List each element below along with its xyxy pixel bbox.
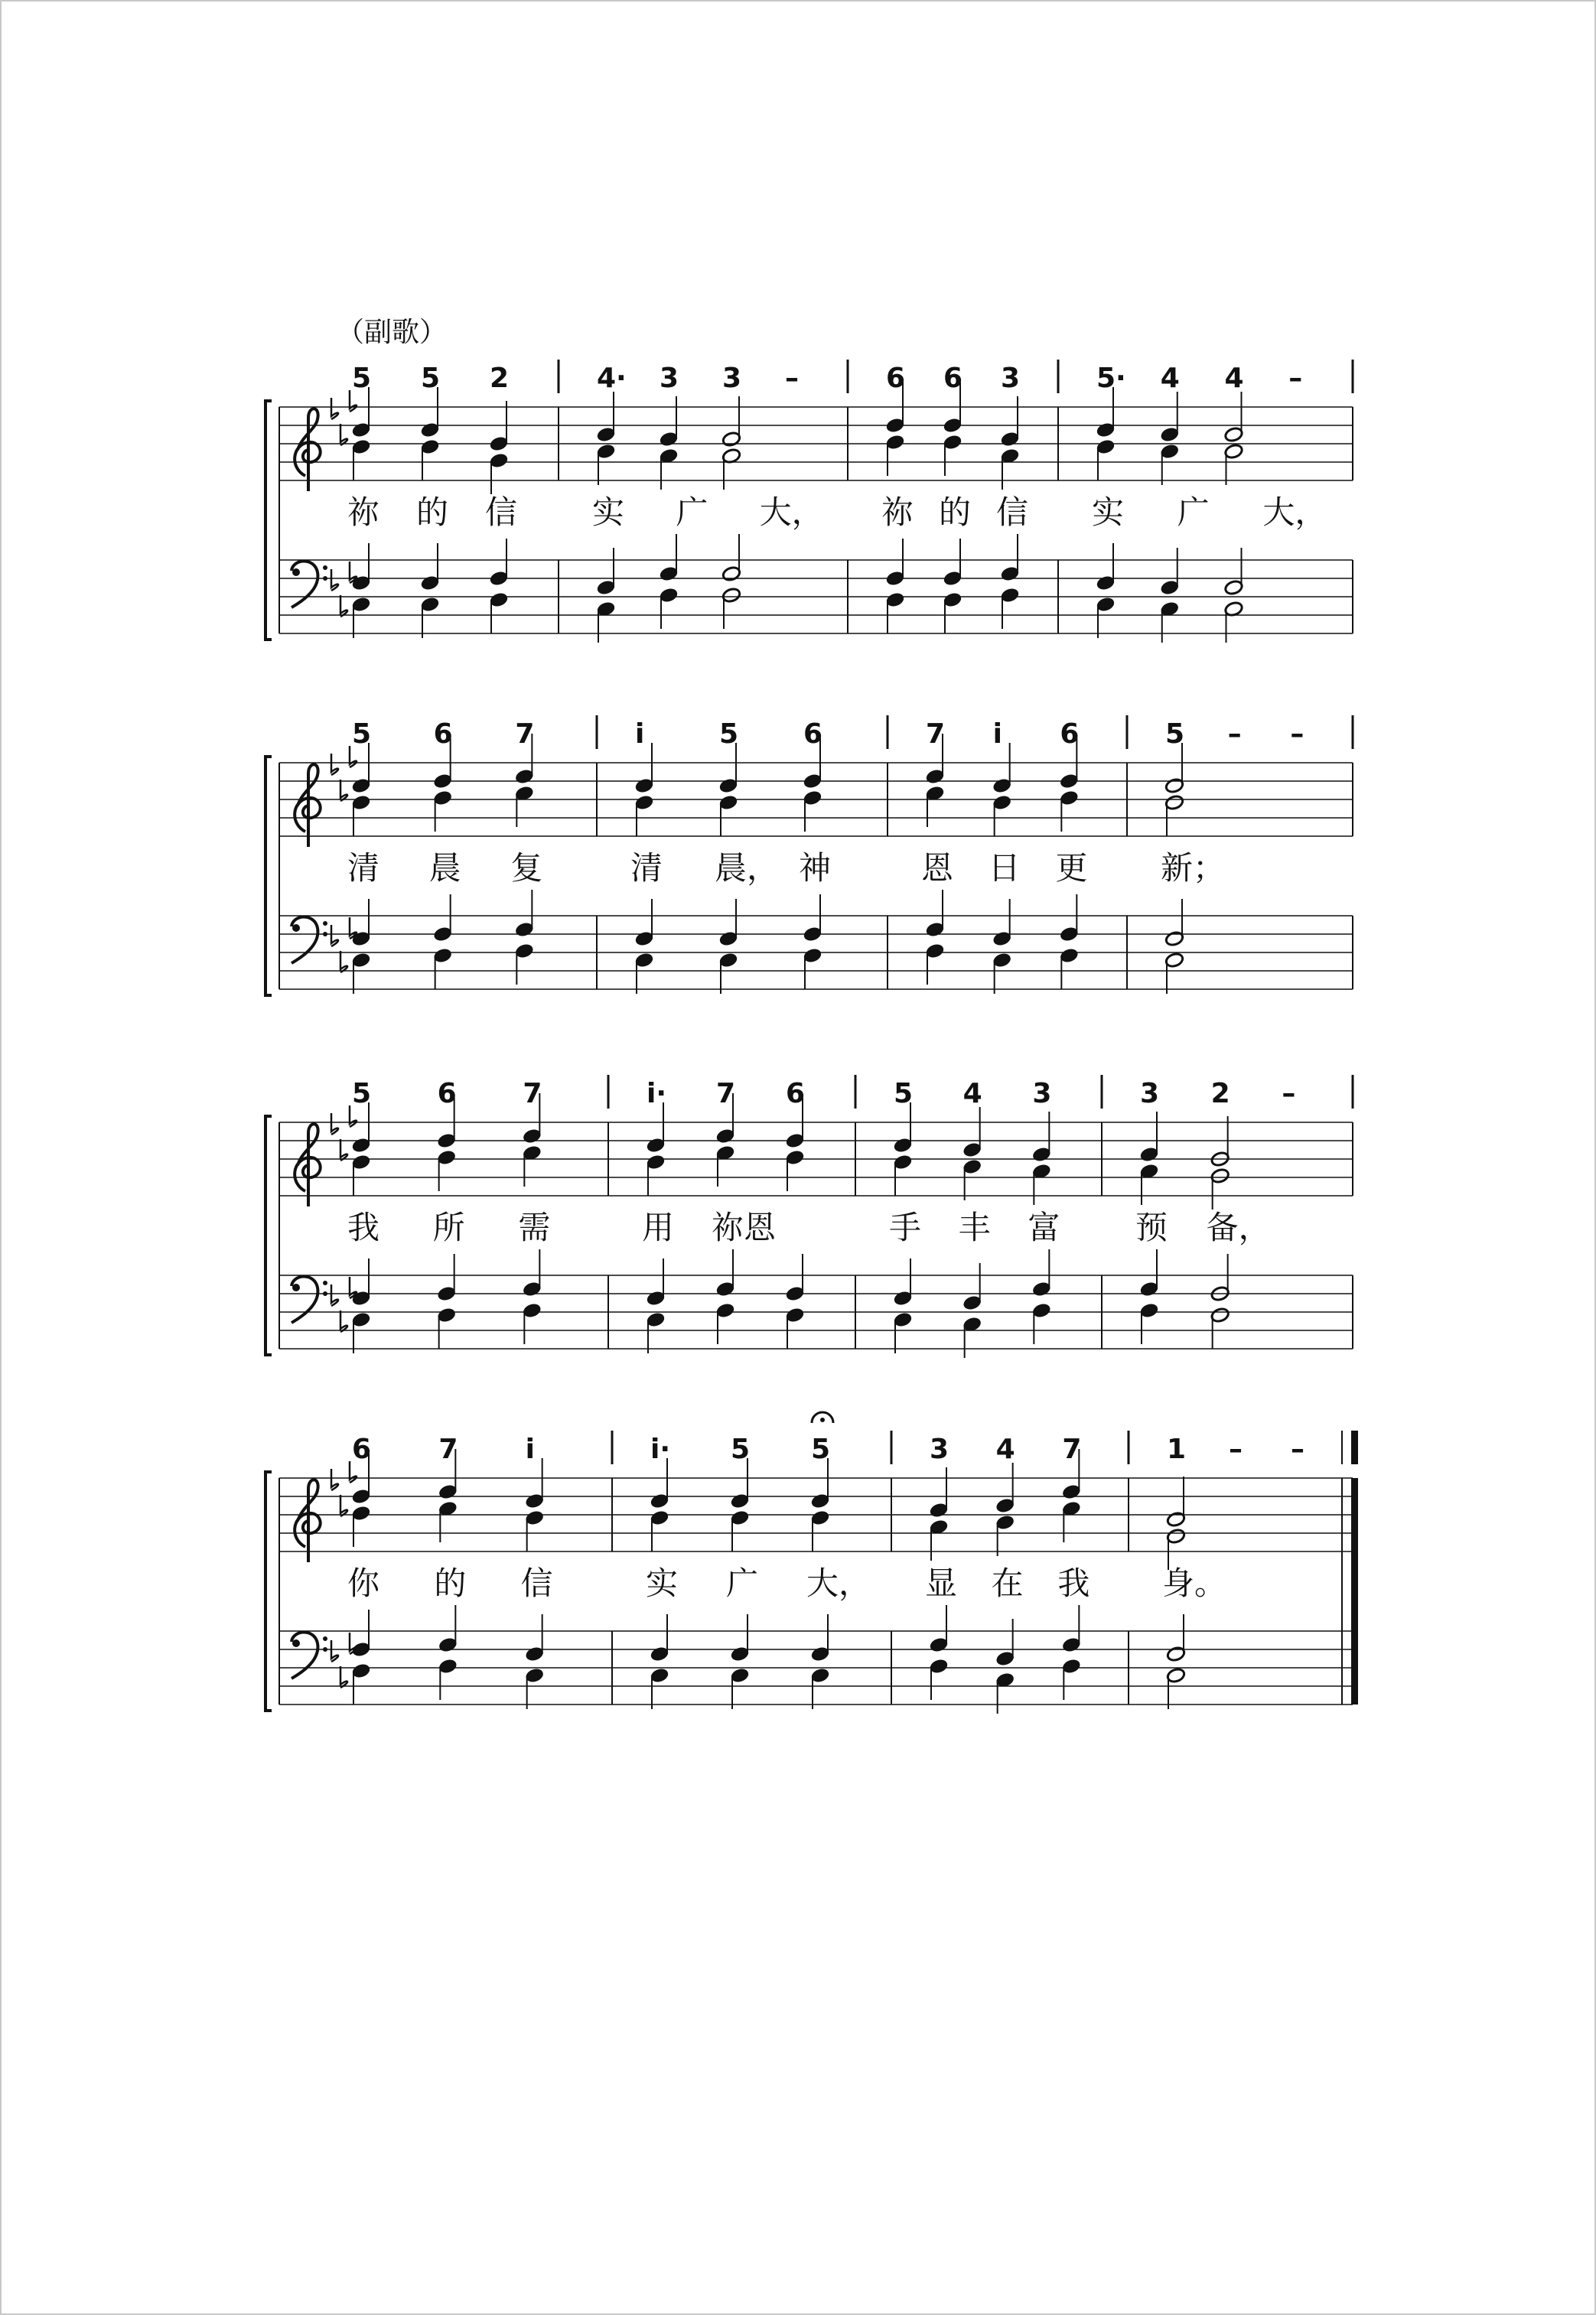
- jianpu-note: 7: [523, 1078, 542, 1109]
- treble-clef-icon: [295, 1124, 320, 1206]
- lyric-syllable: 日: [988, 849, 1021, 887]
- lyric-syllable: 的: [939, 493, 972, 531]
- lyric-syllable: 实: [646, 1564, 679, 1602]
- jianpu-final-thick: [1351, 1431, 1358, 1464]
- jianpu-note: 2: [490, 363, 510, 394]
- flat-icon: [331, 398, 338, 419]
- jianpu-note: –: [1282, 1078, 1296, 1109]
- flat-icon: [331, 1469, 338, 1490]
- jianpu-note: 5: [421, 363, 441, 394]
- lyric-syllable: 我: [347, 1209, 380, 1246]
- jianpu-note: 6: [886, 363, 906, 394]
- lyric-syllable: 的: [416, 493, 449, 531]
- system-bracket: [265, 1472, 272, 1711]
- jianpu-note: 6: [433, 718, 453, 750]
- lyric-syllable: 你: [347, 1564, 380, 1602]
- lyric-syllable: 信: [520, 1564, 553, 1602]
- lyric-syllable: 预: [1135, 1209, 1168, 1246]
- jianpu-note: –: [1291, 1434, 1304, 1465]
- bass-clef-icon: [292, 917, 327, 964]
- jianpu-note: 7: [515, 718, 535, 750]
- jianpu-note: 4: [1224, 363, 1244, 394]
- bass-clef-icon: [292, 562, 327, 608]
- bass-clef-icon: [292, 1277, 327, 1324]
- flat-icon: [331, 754, 338, 775]
- flat-icon: [340, 1495, 347, 1516]
- system-bracket: [265, 401, 272, 640]
- lyric-syllable: 大，: [806, 1564, 871, 1602]
- lyric-syllable: 祢: [347, 493, 380, 531]
- flat-icon: [331, 1640, 338, 1662]
- treble-clef-icon: [295, 764, 320, 847]
- system-1: [265, 360, 1353, 643]
- lyric-syllable: 清: [630, 849, 663, 887]
- jianpu-note: –: [1229, 1434, 1243, 1465]
- bass-clef-icon: [292, 1633, 327, 1679]
- system-3: [265, 1075, 1353, 1358]
- flat-icon: [331, 925, 338, 946]
- jianpu-note: 5: [894, 1078, 914, 1109]
- jianpu-note: 4: [962, 1078, 982, 1109]
- jianpu-note: 5: [811, 1434, 831, 1465]
- jianpu-note: 4: [1160, 363, 1180, 394]
- lyric-syllable: 清: [347, 849, 380, 887]
- jianpu-note: 3: [1001, 363, 1021, 394]
- jianpu-note: i: [992, 718, 1003, 750]
- lyric-syllable: 祢恩: [712, 1209, 777, 1246]
- flat-icon: [340, 1666, 347, 1688]
- systems: [265, 360, 1358, 1714]
- flat-icon: [331, 1113, 338, 1135]
- lyric-syllable: 恩: [921, 849, 954, 887]
- lyric-syllable: 用: [642, 1209, 675, 1246]
- flat-icon: [331, 569, 338, 591]
- lyric-syllable: 信: [996, 493, 1029, 531]
- jianpu-note: 3: [1140, 1078, 1160, 1109]
- flat-icon: [340, 1139, 347, 1161]
- lyric-syllable: 富: [1028, 1209, 1060, 1246]
- jianpu-note: 6: [352, 1434, 372, 1465]
- jianpu-note: 5: [352, 1078, 372, 1109]
- lyric-syllable: 广: [726, 1564, 759, 1602]
- flat-icon: [340, 595, 347, 617]
- lyric-syllable: 需: [518, 1209, 551, 1246]
- lyric-syllable: 信: [485, 493, 518, 531]
- lyric-syllable: 广: [1177, 493, 1210, 531]
- treble-clef-icon: [295, 409, 320, 491]
- system-4: [265, 1412, 1358, 1714]
- jianpu-note: 3: [930, 1434, 949, 1465]
- jianpu-note: i·: [650, 1434, 671, 1465]
- lyric-syllable: 丰: [958, 1209, 991, 1246]
- flat-icon: [340, 780, 347, 801]
- lyric-syllable: 备，: [1206, 1209, 1271, 1246]
- lyric-syllable: 广: [676, 493, 708, 531]
- jianpu-note: 7: [1062, 1434, 1082, 1465]
- jianpu-note: i: [635, 718, 645, 750]
- lyric-syllable: 实: [1092, 493, 1125, 531]
- jianpu-note: 6: [803, 718, 823, 750]
- jianpu-note: 5: [352, 363, 372, 394]
- lyric-syllable: 更: [1055, 849, 1088, 887]
- lyric-syllable: 大，: [759, 493, 824, 531]
- flat-icon: [340, 951, 347, 972]
- jianpu-note: 2: [1210, 1078, 1230, 1109]
- jianpu-note: 5·: [1096, 363, 1126, 394]
- system-bracket: [265, 1116, 272, 1355]
- final-barline-icon: [1351, 1478, 1358, 1705]
- lyric-syllable: 神: [799, 849, 832, 887]
- lyric-syllable: 手: [889, 1209, 922, 1246]
- jianpu-note: 7: [438, 1434, 458, 1465]
- jianpu-note: 5: [719, 718, 739, 750]
- jianpu-note: –: [1290, 718, 1304, 750]
- jianpu-note: 6: [437, 1078, 457, 1109]
- lyric-syllable: 复: [510, 849, 543, 887]
- jianpu-note: i: [525, 1434, 536, 1465]
- treble-clef-icon: [295, 1480, 320, 1562]
- section-label: （副歌）: [337, 317, 448, 348]
- jianpu-note: 5: [1165, 718, 1185, 750]
- jianpu-note: 4: [995, 1434, 1015, 1465]
- lyric-syllable: 大，: [1262, 493, 1327, 531]
- lyric-syllable: 晨，: [715, 849, 780, 887]
- jianpu-note: –: [785, 363, 799, 394]
- flat-icon: [340, 1311, 347, 1332]
- jianpu-note: 6: [1060, 718, 1080, 750]
- lyric-syllable: 实: [592, 493, 625, 531]
- flat-icon: [331, 1284, 338, 1306]
- lyric-syllable: 我: [1057, 1564, 1090, 1602]
- lyric-syllable: 在: [991, 1564, 1024, 1602]
- lyric-syllable: 所: [432, 1209, 465, 1246]
- lyric-syllable: 晨: [428, 849, 461, 887]
- jianpu-note: 1: [1167, 1434, 1187, 1465]
- jianpu-note: 6: [786, 1078, 806, 1109]
- system-2: [265, 715, 1353, 995]
- lyric-syllable: 显: [925, 1564, 958, 1602]
- lyric-syllable: 新；: [1161, 849, 1226, 887]
- lyric-syllable: 祢: [881, 493, 914, 531]
- jianpu-note: 6: [943, 363, 963, 394]
- jianpu-note: 5: [352, 718, 372, 750]
- jianpu-note: 3: [1032, 1078, 1052, 1109]
- flat-icon: [340, 424, 347, 445]
- jianpu-note: 3: [722, 363, 742, 394]
- jianpu-note: 4·: [597, 363, 627, 394]
- jianpu-note: i·: [647, 1078, 667, 1109]
- lyric-syllable: 的: [434, 1564, 467, 1602]
- lyric-syllable: 身。: [1162, 1564, 1227, 1602]
- jianpu-note: 7: [716, 1078, 736, 1109]
- jianpu-note: –: [1227, 718, 1242, 750]
- system-bracket: [265, 757, 272, 995]
- jianpu-note: 7: [926, 718, 946, 750]
- jianpu-note: 5: [731, 1434, 751, 1465]
- fermata-icon: [812, 1412, 833, 1423]
- jianpu-note: 3: [660, 363, 679, 394]
- jianpu-note: –: [1288, 363, 1303, 394]
